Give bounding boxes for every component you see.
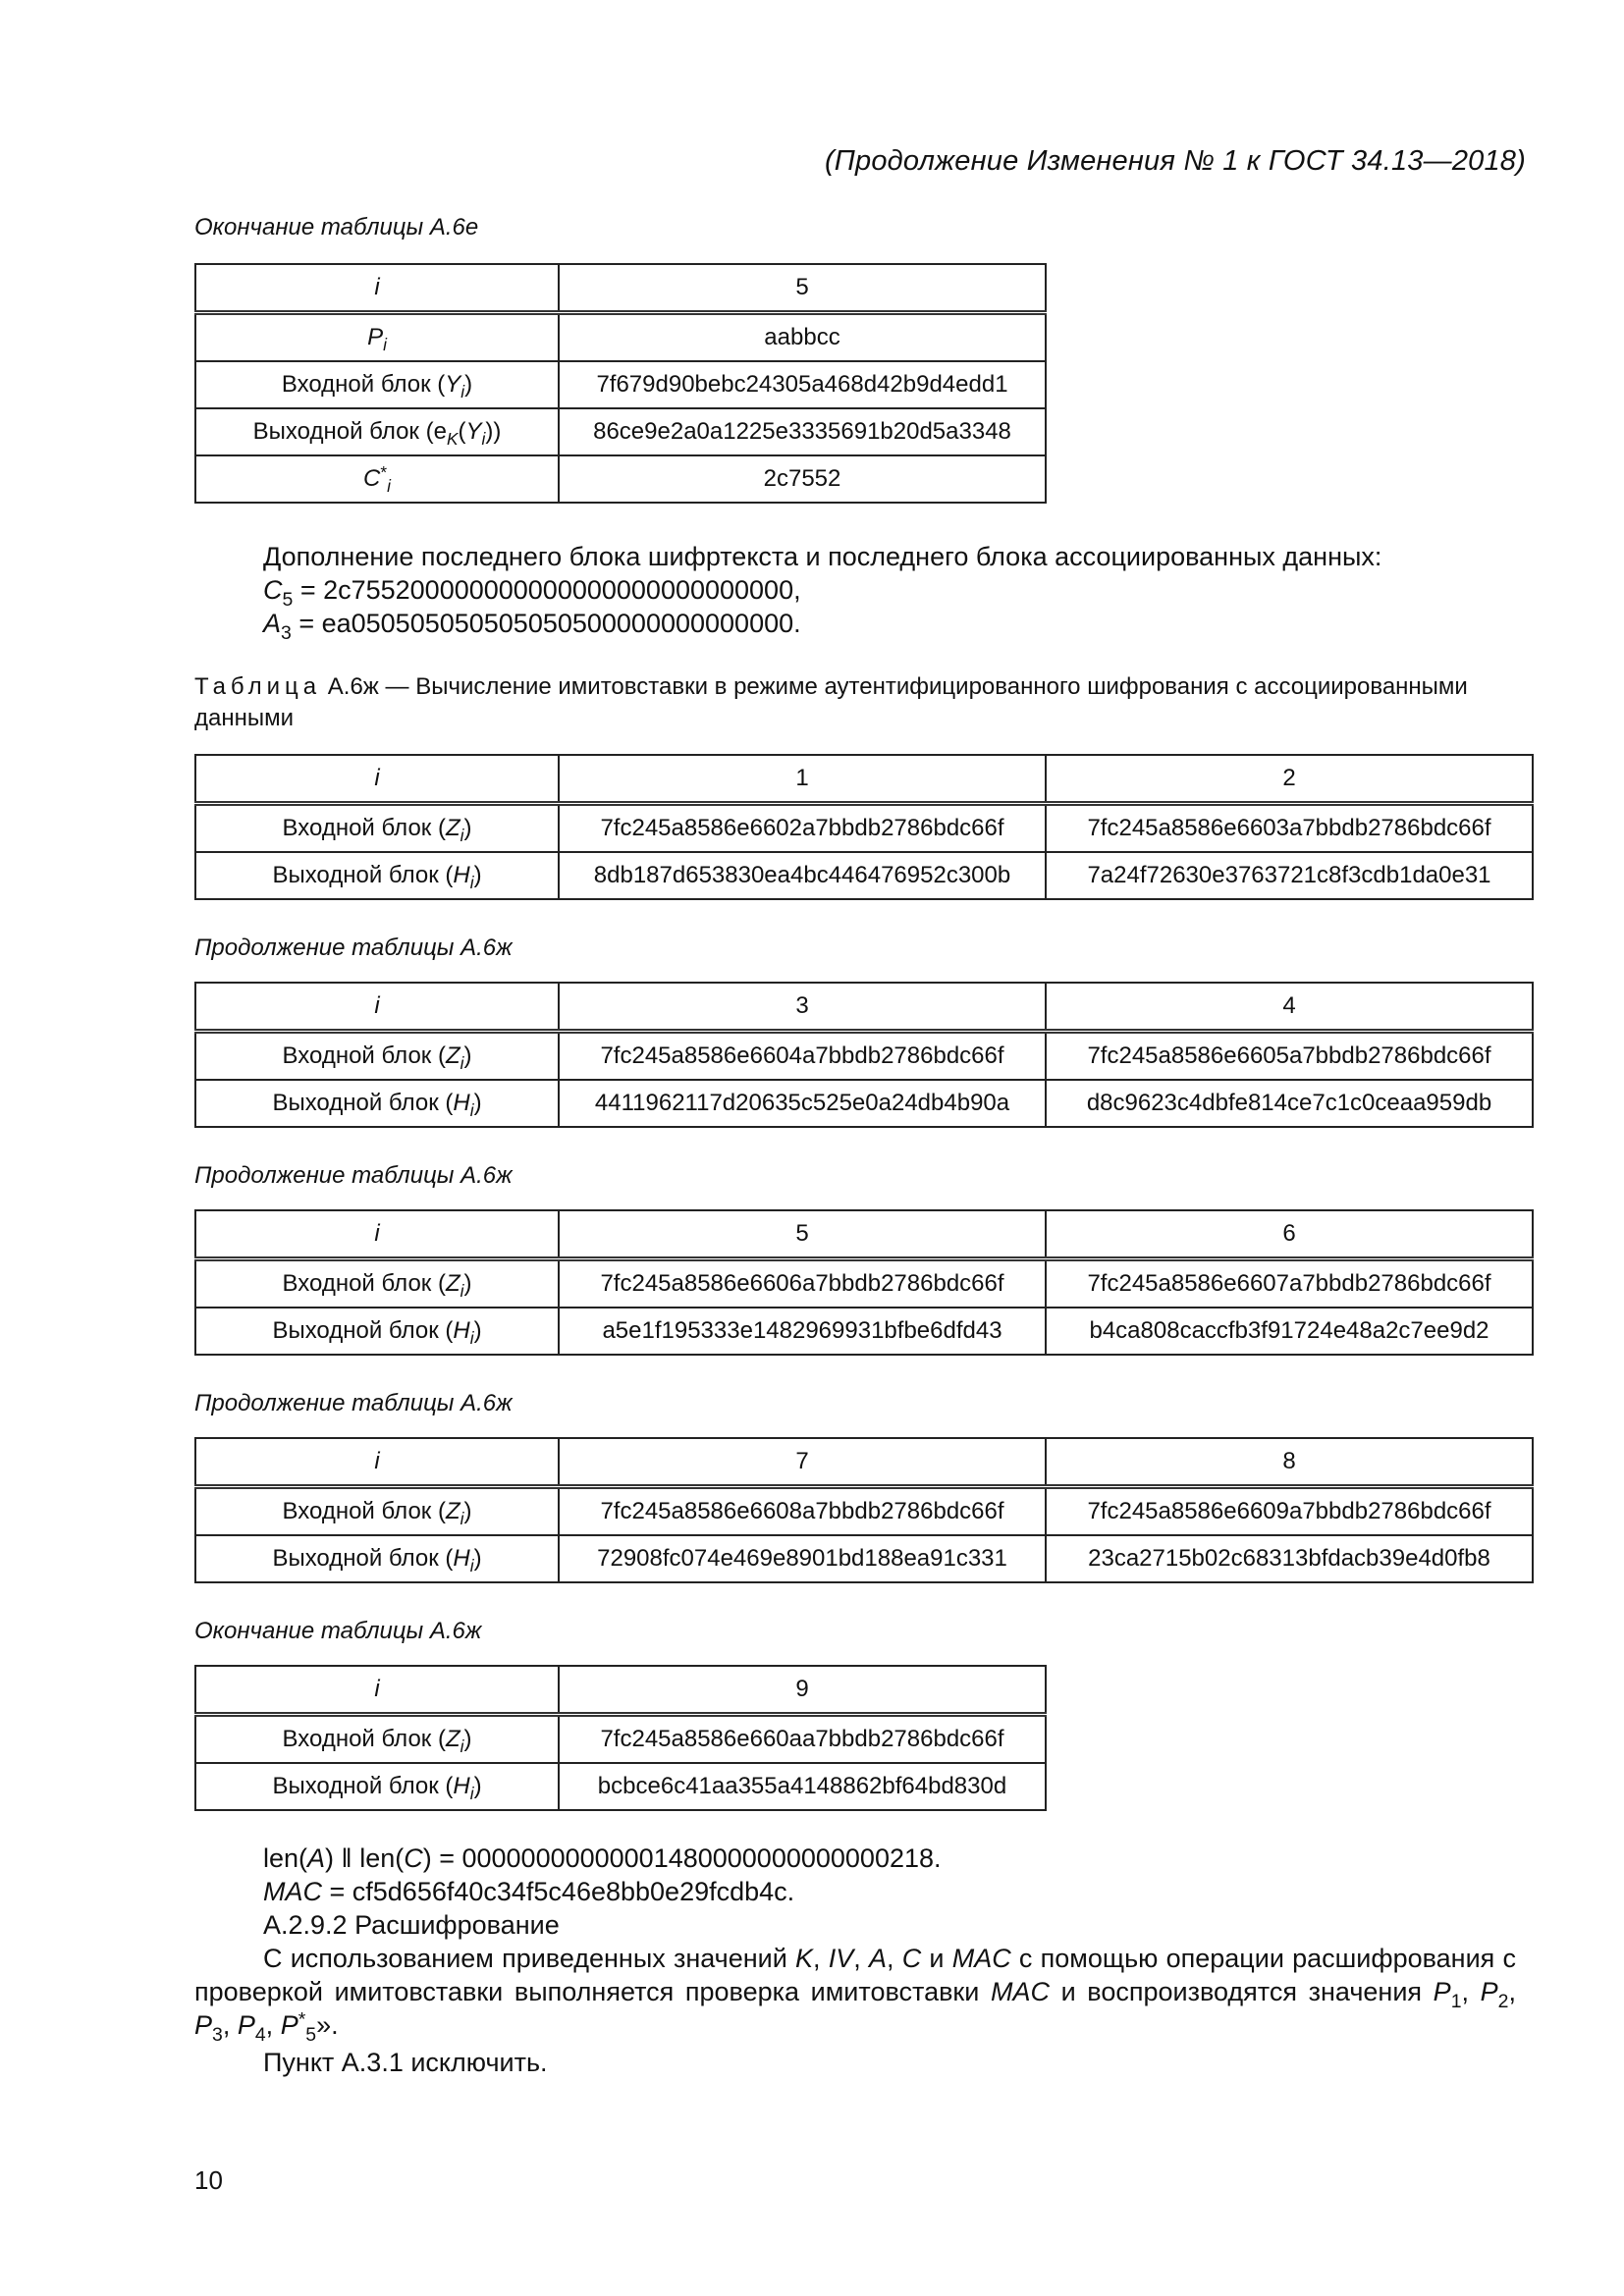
table-row bbox=[195, 1715, 1046, 1764]
table-a6zh-caption: Таблица А.6ж — Вычисление имитовставки в режиме аутентифицированного шифрования с ассоциированными данными bbox=[194, 673, 1468, 731]
table-row bbox=[195, 983, 1533, 1032]
header-cell-i: i bbox=[195, 1210, 559, 1259]
table-row bbox=[195, 1032, 1533, 1081]
table-a6zh-part-4 bbox=[194, 1437, 1534, 1583]
header-cell-i: i bbox=[195, 983, 559, 1032]
row-value: 7fc245a8586e6602a7bbdb2786bdc66f bbox=[559, 804, 1046, 853]
header-cell: 2 bbox=[1046, 755, 1533, 804]
table-row bbox=[195, 1210, 1533, 1259]
row-value: 86ce9e2a0a1225e3335691b20d5a3348 bbox=[559, 408, 1046, 455]
table-row bbox=[195, 1438, 1533, 1487]
row-label-c: $C^*_i$ bbox=[195, 455, 559, 503]
table-row bbox=[195, 1487, 1533, 1536]
row-value: 7fc245a8586e660aa7bbdb2786bdc66f bbox=[559, 1715, 1046, 1764]
row-label-input: Входной блок $(Z_i)$ bbox=[195, 1032, 559, 1081]
row-value: 7fc245a8586e6608a7bbdb2786bdc66f bbox=[559, 1487, 1046, 1536]
table-a6zh-part-3 bbox=[194, 1209, 1534, 1356]
row-label-input: Входной блок $(Z_i)$ bbox=[195, 1715, 559, 1764]
row-label-input: Входной блок $(Z_i)$ bbox=[195, 804, 559, 853]
row-label-output: Выходной блок $(e_K(Y_i))$ bbox=[195, 408, 559, 455]
header-cell: 6 bbox=[1046, 1210, 1533, 1259]
row-value: a5e1f195333e1482969931bfbe6dfd43 bbox=[559, 1308, 1046, 1355]
page-number: 10 bbox=[194, 2165, 223, 2195]
continuation-caption: Продолжение таблицы А.6ж bbox=[194, 934, 513, 961]
header-cell: 3 bbox=[559, 983, 1046, 1032]
table-row bbox=[195, 264, 1046, 313]
padding-c5-line: $C_5 = 2c755200000000000000000000000000$, bbox=[263, 575, 801, 611]
running-header: (Продолжение Изменения № 1 к ГОСТ 34.13—2018) bbox=[824, 145, 1526, 177]
row-value: 7fc245a8586e6609a7bbdb2786bdc66f bbox=[1046, 1487, 1533, 1536]
header-cell-i: i bbox=[195, 264, 559, 313]
row-value: d8c9623c4dbfe814ce7c1c0ceaa959db bbox=[1046, 1080, 1533, 1127]
row-value: aabbcc bbox=[559, 313, 1046, 362]
padding-paragraph bbox=[263, 540, 1382, 644]
decryption-paragraph: С использованием приведенных значений K, IV, A, C и MAC с помощью операции расшифрования с проверкой имитовставки выполняется проверка имитовставки MAC и воспроизводятся значения $P_1$, $P_2$, $P_3$, $P_4$, $P^*_5$». bbox=[194, 1944, 1516, 2046]
table-row bbox=[195, 1763, 1046, 1810]
row-label-input: Входной блок $(Z_i)$ bbox=[195, 1487, 559, 1536]
row-label-output: Выходной блок $(H_i)$ bbox=[195, 1763, 559, 1810]
row-value: 7f679d90bebc24305a468d42b9d4edd1 bbox=[559, 361, 1046, 408]
header-cell: 7 bbox=[559, 1438, 1046, 1487]
table-row bbox=[195, 1259, 1533, 1308]
row-value: 2c7552 bbox=[559, 455, 1046, 503]
table-row bbox=[195, 1308, 1533, 1355]
row-value: 4411962117d20635c525e0a24db4b90a bbox=[559, 1080, 1046, 1127]
row-value: 7fc245a8586e6603a7bbdb2786bdc66f bbox=[1046, 804, 1533, 853]
table-row bbox=[195, 455, 1046, 503]
len-line: len(A) ‖ len(C) = 00000000000001480000000000000218. bbox=[263, 1843, 942, 1873]
row-value: 23ca2715b02c68313bfdacb39e4d0fb8 bbox=[1046, 1535, 1533, 1582]
table-a6zh-part-2 bbox=[194, 982, 1534, 1128]
row-label-output: Выходной блок $(H_i)$ bbox=[195, 1080, 559, 1127]
row-value: 7a24f72630e3763721c8f3cdb1da0e31 bbox=[1046, 852, 1533, 899]
table-row bbox=[195, 313, 1046, 362]
header-cell-i: i bbox=[195, 1666, 559, 1715]
table-a6zh-part-1 bbox=[194, 754, 1534, 900]
table-row bbox=[195, 408, 1046, 455]
header-cell: 4 bbox=[1046, 983, 1533, 1032]
padding-line: Дополнение последнего блока шифртекста и последнего блока ассоциированных данных: bbox=[263, 542, 1382, 571]
row-label-output: Выходной блок $(H_i)$ bbox=[195, 1308, 559, 1355]
table-a6e-end bbox=[194, 263, 1047, 504]
mac-line: MAC = cf5d656f40c34f5c46e8bb0e29fcdb4c. bbox=[263, 1877, 795, 1906]
table-a6zh-part-5 bbox=[194, 1665, 1047, 1811]
row-value: bcbce6c41aa355a4148862bf64bd830d bbox=[559, 1763, 1046, 1810]
table-row bbox=[195, 1666, 1046, 1715]
padding-a3-line: $A_3 = ea050505050505050500000000000000$. bbox=[263, 609, 801, 644]
section-heading: А.2.9.2 Расшифрование bbox=[263, 1910, 560, 1940]
row-label-p: $P_i$ bbox=[195, 313, 559, 362]
table-row bbox=[195, 361, 1046, 408]
row-value: 8db187d653830ea4bc446476952c300b bbox=[559, 852, 1046, 899]
header-cell: 5 bbox=[559, 1210, 1046, 1259]
header-cell: 8 bbox=[1046, 1438, 1533, 1487]
header-cell: 9 bbox=[559, 1666, 1046, 1715]
table-row bbox=[195, 1080, 1533, 1127]
row-label-input: Входной блок $(Z_i)$ bbox=[195, 1259, 559, 1308]
row-value: 72908fc074e469e8901bd188ea91c331 bbox=[559, 1535, 1046, 1582]
table-row bbox=[195, 804, 1533, 853]
table-a6e-caption: Окончание таблицы А.6е bbox=[194, 214, 479, 240]
continuation-caption: Продолжение таблицы А.6ж bbox=[194, 1390, 513, 1416]
continuation-caption: Продолжение таблицы А.6ж bbox=[194, 1162, 513, 1189]
header-cell-i: i bbox=[195, 1438, 559, 1487]
row-value: 7fc245a8586e6605a7bbdb2786bdc66f bbox=[1046, 1032, 1533, 1081]
row-value: 7fc245a8586e6606a7bbdb2786bdc66f bbox=[559, 1259, 1046, 1308]
header-cell-i: i bbox=[195, 755, 559, 804]
table-row bbox=[195, 852, 1533, 899]
exclude-line: Пункт А.3.1 исключить. bbox=[263, 2048, 548, 2077]
header-cell: 1 bbox=[559, 755, 1046, 804]
header-cell-5: 5 bbox=[559, 264, 1046, 313]
row-label-input: Входной блок $(Y_i)$ bbox=[195, 361, 559, 408]
row-value: 7fc245a8586e6607a7bbdb2786bdc66f bbox=[1046, 1259, 1533, 1308]
row-value: 7fc245a8586e6604a7bbdb2786bdc66f bbox=[559, 1032, 1046, 1081]
row-label-output: Выходной блок $(H_i)$ bbox=[195, 1535, 559, 1582]
row-value: b4ca808caccfb3f91724e48a2c7ee9d2 bbox=[1046, 1308, 1533, 1355]
row-label-output: Выходной блок $(H_i)$ bbox=[195, 852, 559, 899]
end-caption: Окончание таблицы А.6ж bbox=[194, 1618, 482, 1644]
table-row bbox=[195, 755, 1533, 804]
table-row bbox=[195, 1535, 1533, 1582]
